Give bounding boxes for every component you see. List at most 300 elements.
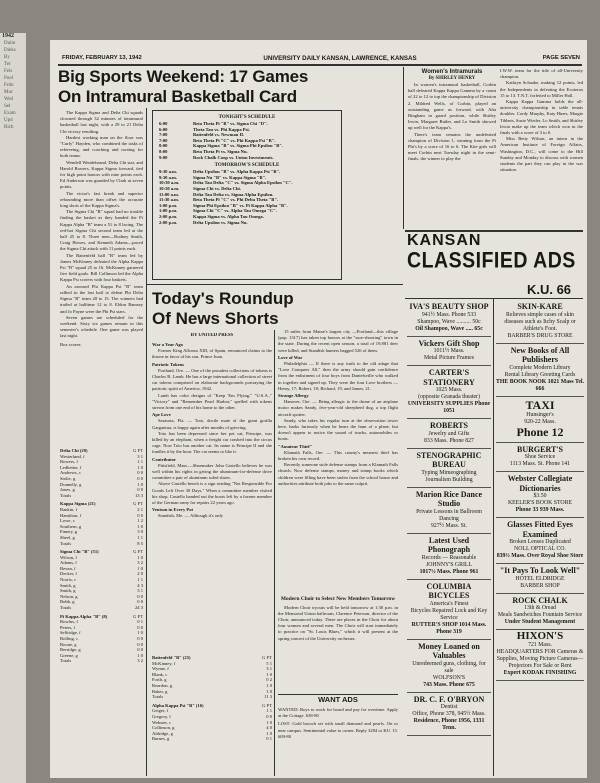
schedule-time: 9:30 a.m. (159, 169, 177, 175)
short-heading: Contributor (152, 456, 176, 462)
ad-line-1: Money Loaned on Valuables (418, 641, 480, 660)
box-cols: G FT (133, 613, 143, 619)
strip-line: Exam (4, 111, 16, 116)
classified-ad (407, 640, 491, 693)
ad-line-3: Shampoo, Wave .......... 50c (417, 318, 481, 325)
schedule-game: Sigma Chi "C" vs. Alpha Tau Omega "C". (193, 208, 277, 214)
box-cols: G FT (133, 501, 143, 507)
box-player-stats: 5 1 (266, 660, 272, 666)
ad-line-4: THE BOOK NOOK 1021 Mass Tel. 666 (496, 378, 584, 392)
modern-choir-text: Modern Choir tryouts will be held tomorrow at 1:30 p.m. in the Memorial Union ballroom, Clarence Peterson, director of the Choir, announced today. There are places in the Choir for about four women and several men. The Choir will start immediately to practice on "St. Louis Blues," which it will present at the spring concert of the University orchestra. (278, 604, 398, 641)
ad-line-2: Hunsinger's (526, 411, 554, 418)
women-p2: There's team remains the undefeated champion of Division 1, winning from the Pi Phi's by a score of 16 to 6. The Kite girls will meet Corbin next Tuesday night in the semi-finals, the winner to play the (408, 131, 496, 162)
box-scores-right (152, 652, 272, 772)
ad-line-1: SKIN-KARE (517, 302, 563, 311)
classified-ad (496, 397, 584, 443)
schedule-time: 9:30 a.m. (159, 174, 177, 180)
strip-lines (0, 40, 26, 131)
ad-line-1: COLUMBIA BICYCLES (426, 581, 472, 600)
shorts-column-1 (152, 341, 272, 651)
ad-line-2: Broken Lenses Duplicated (509, 539, 571, 545)
ad-line-4: Oil Shampoo, Wave ..... 65c (415, 325, 483, 332)
classified-ad (407, 488, 491, 534)
ad-line-3: 833 Mass. Phone 827 (424, 437, 474, 444)
box-player-stats: 1 0 (137, 652, 143, 658)
ad-line-4: Expert KODAK FINISHING (503, 669, 577, 676)
box-player-stats: 1 0 (266, 682, 272, 688)
sports-story (60, 110, 143, 500)
box-total-value: 8 5 (137, 540, 143, 546)
ad-line-2: 1025 Mass. (435, 387, 463, 393)
box-player-stats: 3 1 (137, 453, 143, 459)
women-p6: Miss Betty Wilson, an intern in the American Institute of Foreign Affairs, Washington, D.C., will come to the Hill Sunday and Monday to discuss with women students the part they can play in the war situation. (500, 136, 583, 173)
classified-ad (496, 472, 584, 518)
sports-p7: An aroused Phi Kappa Psi "B" team rallied in the last half to defeat Phi Delta Sigma "B" team 20 to 15. The winners had trailed at halftime 12 to 8. Eldon Ramsey and Jo Payne were the Phi Psi stars. (60, 283, 143, 314)
ad-line-4: Phone 33 939 Mass. (515, 507, 565, 513)
box-scores-left (60, 445, 143, 775)
ad-line-3: 1113 Mass. St. Phone 141 (509, 461, 571, 467)
classified-column-right (496, 300, 584, 776)
box-player: Decker, f (60, 571, 77, 577)
box-total-row (60, 493, 143, 499)
ad-line-4: Phone 12 (516, 424, 564, 439)
ad-line-4: UNIVERSITY SUPPLIES Phone 1051 (407, 401, 491, 414)
schedule-time: 7:00 (159, 132, 168, 138)
box-player-row (152, 736, 272, 742)
schedule-time: 8:00 (159, 143, 168, 149)
box-player-stats: 1 2 (137, 518, 143, 524)
schedule-time: 9:00 (159, 154, 168, 160)
box-player: Wynne, f (152, 666, 169, 672)
schedule-game: Beta Theta Pi vs. Sigma Nu. (193, 148, 248, 154)
schedule-game: Kappa Sigma vs. Alpha Tau Omega. (193, 213, 264, 219)
schedule-box (152, 110, 342, 280)
ad-line-3: NOLL OPTICAL CO. (514, 546, 566, 552)
ad-line-2: Shoe Service (524, 454, 556, 460)
box-player-stats: 1 0 (137, 464, 143, 470)
ad-line-2: Dentist (440, 704, 458, 710)
box-player: Barnes, g (152, 736, 170, 742)
ad-line-1: DR. C. F. O'BRYON (413, 694, 485, 704)
box-player: Bolling, c (60, 636, 79, 641)
ad-line-4: Under Student Management (504, 619, 576, 625)
ad-line-2: Jewelry and Gifts (428, 430, 470, 437)
box-player-stats: 0 0 (137, 647, 143, 653)
sports-headline (58, 67, 398, 107)
box-player-stats: 0 1 (266, 736, 272, 742)
ad-line-4: 743 Mass. Phone 675 (423, 681, 475, 688)
strip-line: Dulm (4, 41, 16, 46)
box-player: Lowe, c (60, 518, 75, 524)
header-paper: UNIVERSITY DAILY KANSAN, LAWRENCE, KANSAS (263, 55, 417, 62)
ad-line-3: 920-22 Mass. (524, 418, 556, 425)
schedule-time: 1:00 p.m. (159, 208, 178, 214)
want-ads-list (278, 707, 398, 740)
women-p4: Kathryn Schaake, making 12 points, led the Independents in defeating the Ecoterax 15 to 13. T.N.T. forfeited to Miller Hall. (500, 80, 583, 98)
short-text: Klamath Falls, Ore. — This county's meanest thief has broken his own record. (278, 449, 398, 462)
box-team-name: Delta Chi (29) (60, 448, 88, 453)
strip-line: Dieks (4, 48, 16, 53)
ad-line-1: CARTER'S STATIONERY (423, 368, 475, 387)
box-player: Baker, g (152, 688, 168, 694)
ad-line-2: America's Finest (429, 600, 469, 607)
box-player-stats: 3 2 (137, 560, 143, 566)
classified-phone: K.U. 66 (526, 282, 572, 297)
ad-line-2: Unredeemed guns, clothing, for sale (412, 660, 486, 674)
strip-line: Sel (4, 104, 11, 109)
ad-line-1: BURGERT'S (517, 444, 563, 454)
ad-line-4: 839½ Mass. Over Royal Shoe Store (496, 553, 584, 559)
short-text: Hanover, Ore. — Being allergic to the drone of an airplane motor makes Sandy, five-year-old sheepherd dog, a top flight aircraft spotter. (278, 399, 398, 417)
box-total-label: Totals (60, 658, 72, 664)
box-cols: G FT (262, 655, 272, 660)
short-text: 15 miles from Maine's largest city —Portland—this village (pop. 1317) has taken top honors at the "sure-shooting" town in the state. During the recent open season, a total of 19,881 deer were killed, and Standish hunters bagged 526 of them. (278, 329, 398, 353)
box-player: Stolte, g (60, 475, 76, 481)
ad-line-1: New Books of All Publishers (510, 345, 570, 364)
box-team-name: Alpha Kappa Psi "B" (16) (152, 702, 204, 708)
box-team-name: Battenfeld "B" (25) (152, 655, 191, 660)
schedule-game: Beta Theta Pi "C" vs. Phi Delta Theta "B". (193, 197, 279, 203)
box-player: Bowlus, f (60, 619, 78, 625)
short-text: Portland, Ore. — One of the proudest collections of tokens is Charles R. Lamb. He has a large international collection of street car tokens comprised on elaborate backgrounds portraying the patriotic spirit of America, 1942. (152, 367, 272, 392)
box-cols: G FT (133, 448, 143, 453)
ad-line-2: 13th & Oread (524, 605, 556, 611)
classified-ad (407, 419, 491, 449)
schedule-time: 8:00 (159, 148, 168, 154)
box-player: Wilson, f (60, 554, 77, 560)
schedule-game: Delta Upsilon "B" vs. Alpha Kappa Psi "B". (193, 169, 281, 175)
box-player-stats: 1 0 (137, 630, 143, 636)
ad-line-1: ROBERTS (430, 421, 468, 430)
ad-line-3: Rental Library Greeting Cards (504, 371, 576, 378)
short-text: Philadelphia — If there is any truth to the old adage that "Love Conquers All," then the army should gain confidence from the enlistment of four boys from Danielsville who walked in together and signed up. They were the four Love brothers —Henry, 17; Robert, 18; Richard, 19, and James, 21. (278, 361, 398, 391)
schedule-row (159, 220, 335, 226)
box-total-label: Totals (60, 605, 72, 611)
ad-line-2: 941½ Mass. Phone 533 (421, 311, 477, 318)
ad-line-1: TAXI (525, 397, 555, 412)
classified-ad (407, 337, 491, 367)
box-player: Forth, g (152, 677, 167, 683)
box-player: Sheel, g (60, 534, 75, 540)
short-heading: Ape Love (152, 412, 171, 418)
box-player: Smith, g (60, 582, 76, 588)
box-total-row (60, 658, 143, 664)
schedule-game: Delta Upsilon vs. Sigma Nu. (193, 219, 248, 225)
want-ad-item: LOST: Gold brooch set with small diamond and pearls. On or near campus. Sentimental value to owner. Reply 3284 or KU. 15. 609-80 (278, 721, 398, 739)
sports-p3: Wendell Wendelstand, Delta Chi star, and Harold Bowers, Kappa Sigma forward, tied for high point honors with nine points each. Ed Anderson was guarded by Clark at seven points. (60, 159, 143, 190)
classified-column-left (407, 300, 491, 776)
schedule-time: 11:00 a.m. (159, 191, 180, 197)
box-player: Geiger, f (152, 708, 169, 714)
short-heading: War a Year Ago (152, 342, 183, 347)
short-text: Recently someone stole defense stamps from a Klamath Falls church. Now defense stamps, money and stamp books which children were filling have been stolen from the school house and authorities attribute both jobs to the same culprit. (278, 462, 398, 486)
ad-line-4: 1017½ Mass. Phone 961 (419, 568, 479, 575)
schedule-time: 6:00 (159, 121, 168, 126)
ad-line-1: "It Pays To Look Well" (499, 566, 581, 575)
modern-choir-story (278, 596, 398, 692)
ad-line-3: Metal Picture Frames (424, 355, 474, 361)
shorts-headline-1: Today's Roundup (152, 289, 294, 308)
schedule-time: 2:00 p.m. (159, 219, 178, 225)
box-total-label: Totals (152, 694, 164, 700)
box-player-stats: 0 0 (137, 475, 143, 481)
classified-under-rule (405, 298, 583, 299)
women-p5: Kappa Kappa Gamma holds the all-university championship in table tennis doubles. Cordy Murphy, Katy Hines, Margie Tibbets, Susie Wieder, Lo Smith, and Shirley Irwin make up the team which won in the finals with a score of 3 to 0. (500, 99, 583, 136)
box-player: Jones, g (60, 487, 75, 493)
sports-lead: The Kappa Sigma and Delta Chi squads clowned through 32 minutes of intramural basketball last night, with a 29 to 21 Delta Chi victory resulting. (60, 110, 143, 134)
schedule-game: Rock Chalk Coop vs. Union Investments. (193, 154, 274, 160)
strip-line: Fels (4, 69, 13, 74)
classified-ad (407, 300, 491, 337)
box-player-stats: 0 0 (137, 470, 143, 476)
box-player-stats: 1 1 (137, 459, 143, 465)
ad-line-1: Glasses Fitted Eyes Examined (507, 520, 573, 539)
classified-ad (407, 534, 491, 580)
short-heading: "Amateur Thief" (278, 443, 313, 449)
box-player: Ledbetter, f (60, 464, 82, 470)
schedule-time: 7:00 (159, 137, 168, 143)
box-scores-label: Box scores: (60, 341, 82, 347)
ad-line-2: $3.50 (533, 493, 547, 499)
ad-line-3: Meals Sandwiches Fountain Service (497, 612, 583, 618)
ad-line-3: Journalism Building (425, 476, 473, 483)
box-player-stats: 1 0 (137, 554, 143, 560)
box-player: McKinney, f (152, 660, 176, 666)
strip-line: By (4, 55, 10, 60)
header-page: PAGE SEVEN (542, 55, 580, 61)
shorts-headline-2: Of News Shorts (152, 309, 279, 328)
classified-ad (407, 693, 491, 737)
box-player-stats: 1 0 (266, 671, 272, 677)
box-player: Westerlund, f (60, 453, 85, 459)
header-rule (58, 64, 582, 66)
classified-ad (407, 366, 491, 419)
ad-line-1: Latest Used Phonograph (427, 535, 471, 554)
box-player-stats: 0 0 (137, 599, 143, 605)
box-player: Greene, g (60, 652, 78, 658)
column-rule-2 (146, 108, 147, 776)
box-total-value: 11 3 (264, 694, 272, 700)
shorts-headline (152, 289, 402, 329)
box-player: Peters, f (60, 624, 76, 630)
box-player: Andrews, c (60, 470, 81, 476)
adjacent-page-strip (0, 33, 26, 783)
box-total-label: Totals (60, 492, 72, 498)
box-player-stats: 4 0 (266, 725, 272, 731)
column-rule-1 (403, 67, 404, 229)
short-text: Above Castello bench is a sign reading "Not Responsible For Goods Left Over 30 Days." When a committee member visited his shop, Castello handed out the boots left by a former member of the German army for repairs 22 years ago. (152, 481, 272, 506)
box-player-stats: 2 1 (137, 506, 143, 512)
sports-p5: The Sigma Chi "B" squad had no trouble finding the basket as they handed the Pi Kappa Alpha "B" team a 51 to 8 lacing. The red-hot Sigma Chi second team led at the half 25 to 8. Three men—Rodney Smith, Craig Howes, and Kenneth Adams—paced the Sigma Chi attack with 11 points each. (60, 209, 143, 252)
tonight-title: TONIGHT'S SCHEDULE (218, 115, 276, 120)
box-player-stats: 1 1 (137, 534, 143, 540)
schedule-game: Delta Tau Delta "C" vs. Sigma Alpha Epsilon "C". (193, 180, 293, 186)
ad-line-2: Relieves simple cases of skin diseases such as Itchy Scalp or Athlete's Foot. (504, 311, 576, 332)
box-player-stats: 1 0 (137, 523, 143, 529)
ad-line-3: Bicycles Repaired Lock and Key Service (410, 607, 488, 621)
ad-line-4: RUTTER'S SHOP 1014 Mass. Phone 319 (411, 621, 487, 635)
box-player: Webster, c (152, 719, 172, 725)
sports-p2: Hardest working man on the floor was "Curly" Hayden, who combined the tasks of refereeing, and coaching and rooting for both teams. (60, 134, 143, 159)
box-player: Blank, c (152, 671, 168, 677)
box-player-stats: 3 1 (137, 588, 143, 594)
box-team-name: Sigma Chi "B" (51) (60, 549, 99, 555)
box-player: Adams, f (60, 560, 77, 566)
box-player: Bobb, g (60, 599, 75, 605)
classified-ad (496, 344, 584, 397)
want-ads (278, 694, 398, 774)
short-text: Standish, Me. — Although it's only (158, 513, 224, 519)
classified-divider (493, 298, 494, 776)
box-player-stats: 0 2 (266, 677, 272, 683)
box-player: Smith, g (60, 588, 76, 594)
short-text: Lamb has color designs of "Keep 'Em Flying," "U.S.A.," "Victory" and "Remember Pearl Harbor," spelled with tokens strewn from one end of his home to the other. (152, 392, 272, 411)
box-total-label: Totals (60, 540, 72, 546)
ad-line-3: BARBER SHOP (520, 582, 560, 589)
women-byline: By SHIRLEY HENRY (428, 76, 476, 81)
classified-ad (407, 580, 491, 640)
ad-line-1: Marion Rice Dance Studio (415, 489, 483, 508)
ad-line-1: IVA'S BEAUTY SHOP (409, 302, 489, 311)
column-rule-3 (274, 330, 275, 776)
classified-ad (407, 449, 491, 488)
schedule-time: 10:30 a.m. (159, 185, 180, 191)
ad-line-2: 721 Mass. (528, 641, 552, 648)
classified-kansan: KANSAN (407, 232, 482, 249)
box-team-name: Pi Kappa Alpha "B" (8) (60, 613, 108, 619)
ad-line-3: KEELER'S BOOK STORE (507, 500, 573, 506)
ad-line-3: 927½ Mass. St. (431, 522, 467, 529)
short-heading: Venison in Every Pot (152, 507, 194, 513)
box-player-stats: 3 0 (137, 529, 143, 535)
box-player: Bevan, f (60, 565, 76, 571)
ad-line-3: BARBER'S DRUG STORE (507, 332, 573, 339)
short-heading: Patriotic Tokens (152, 361, 185, 367)
ad-line-2: HOTEL ELDRIDGE (515, 575, 565, 582)
classified-ad (496, 594, 584, 631)
ad-line-3: WOLFSON'S (432, 674, 466, 681)
tomorrow-list (159, 169, 335, 225)
ad-line-1: Vickers Gift Shop (418, 338, 480, 348)
schedule-game: Theta Tau vs. Phi Kappa Psi. (193, 126, 250, 132)
box-cols: G FT (262, 702, 272, 708)
box-player-stats: 0 0 (137, 593, 143, 599)
box-player: Hamilton, f (60, 512, 82, 518)
ad-line-2: Complete Modern Library (509, 364, 571, 371)
women-intramurals (408, 68, 496, 228)
classified-ad (496, 443, 584, 473)
schedule-game: Sigma Phi Epsilon "B" vs. Pi Kappa Alpha "B". (193, 202, 288, 208)
ad-line-2: 1011½ Mass. (433, 348, 465, 354)
shorts-byline: BY UNITED PRESS (190, 333, 234, 338)
box-player-stats: 4 3 (137, 582, 143, 588)
strip-line: Mur (4, 90, 13, 95)
sports-headline-1: Big Sports Weekend: 17 Games (58, 67, 309, 86)
box-player: Boone, g (60, 641, 77, 647)
strip-year: 1942 (2, 33, 14, 39)
classified-ad (496, 630, 584, 681)
box-player-stats: 0 0 (137, 487, 143, 493)
want-ad-item: WANTED: Boys to work for board and pay for overtime. Apply at the Cottage. 638-80 (278, 707, 398, 719)
box-player: Gregory, f (152, 713, 171, 719)
short-text: Former King Alfonso XIII, of Spain, renounced claims to the throne in favor of his son, Prince Juan. (152, 348, 272, 360)
header-date: FRIDAY, FEBRUARY 13, 1942 (62, 55, 142, 61)
box-player-stats: 0 0 (137, 624, 143, 630)
box-total-row (60, 605, 143, 611)
box-player: Donnelly, g (60, 481, 82, 487)
strip-line: Ter (4, 62, 11, 67)
sports-p4: The victor's fast break and superior rebounding more than offset the accurate long shots of the Kappa Sigma's. (60, 190, 143, 209)
box-team-name: Kappa Sigma (21) (60, 501, 96, 507)
box-total-row (152, 694, 272, 700)
women-continued (500, 68, 583, 228)
schedule-game: Sigma Chi vs. Delta Chi. (193, 185, 241, 191)
schedule-game: Beta Theta Pi "C" vs. Phi Kappa Psi "B". (193, 137, 276, 143)
box-player-stats: 0 0 (266, 713, 272, 719)
box-player-stats: 2 0 (137, 571, 143, 577)
box-player-stats: 0 1 (137, 619, 143, 625)
classified-ads-title: CLASSIFIED ADS (407, 247, 576, 274)
sports-p6: The Battenfeld hall "B" team led by James McKinney defeated the Alpha Kappa Psi "B" squad 25 to 16. McKinney garnered five field goals. Bill Collinson led the Alpha Kappa Psi scorers with four baskets. (60, 252, 143, 283)
schedule-game: Delta Tau Delta vs. Sigma Alpha Epsilon. (193, 191, 274, 197)
box-player-stats: 1 0 (266, 730, 272, 736)
short-text: Pittsfield, Mass.—Shoemaker John Castello believes he was well within his rights in giving the aluminum-for-defense drive committee a pair of aluminum soled shoes. (152, 462, 272, 481)
box-player-stats: 1 0 (266, 719, 272, 725)
ad-line-1: ROCK CHALK (512, 595, 568, 605)
short-text: Sarasota, Fla. — Toto, docile mate of the giant gorilla Gargantua, is happy again after months of grieving. (152, 418, 272, 430)
ad-line-2: Records — Reasonable (421, 554, 477, 561)
classified-ad (496, 300, 584, 344)
ad-line-1: HIXON'S (516, 630, 564, 642)
schedule-game: Beta Theta Pi "B" vs. Sigma Chi "D". (193, 121, 268, 126)
strip-line: Wed (4, 97, 14, 102)
box-player: Aldridge, g (152, 730, 173, 736)
strip-line: Frdo (4, 83, 14, 88)
schedule-time: 2:00 p.m. (159, 213, 178, 219)
box-player: Norris, c (60, 577, 77, 583)
box-player-stats: 1 1 (266, 708, 272, 714)
strip-line: Upd (4, 118, 13, 123)
box-player: Southern, g (60, 523, 82, 529)
short-text: Sandy, who takes his regular turn at the observation tower here, barks furiously when he hears the hum of a plane, but doesn't appear to notice the sound of trucks, automobiles or boats. (278, 417, 398, 442)
box-player: Rankin, f (60, 506, 78, 512)
box-player: Finney, g (60, 529, 78, 535)
women-p1: In women's intramural basketball, Corbin hall defeated Kappa Kappa Gamma by a count of 22 to 12 to top the championship of Division 2. Mildred Wells, of Corbin, played an outstanding game as forward, with Alta Bingham in guard position, while Shirley Irwin, Margaret Butler, and Lo Smith showed up well for the Kappa's. (408, 82, 496, 131)
ad-line-2: Private Lessons in Ballroom Dancing (416, 508, 482, 522)
ad-line-2: Typing Mimeographing (421, 469, 477, 476)
box-player-stats: 0 0 (137, 512, 143, 518)
schedule-time: 6:00 (159, 126, 168, 132)
box-player: Berridge, g (60, 647, 81, 653)
ad-line-3: HEADQUARTERS FOR Cameras & Supplies, Moving Picture Cameras—Projectors For Sale or Rent (496, 648, 584, 669)
ad-line-1: Webster Collegiate Dictionaries (507, 474, 573, 493)
want-ads-title: WANT ADS (318, 695, 358, 704)
schedule-row (159, 155, 335, 161)
box-cols: G FT (133, 549, 143, 555)
women-title: Women's Intramurals (421, 69, 483, 75)
box-player: Reardon, g (152, 682, 173, 688)
women-p3: I.W.W. team for the title of all-University champion. (500, 68, 583, 80)
sports-headline-2: On Intramural Basketball Card (58, 87, 297, 106)
tonight-list (159, 121, 335, 160)
schedule-game: Kappa Sigma "B" vs. Sigma Phi Epsilon "B". (193, 143, 283, 149)
schedule-time: 1:00 p.m. (159, 202, 178, 208)
box-total-value: 24 3 (134, 605, 143, 611)
box-player-stats: 1 1 (137, 577, 143, 583)
box-player: Nelson, g (60, 593, 78, 599)
box-total-value: 3 2 (137, 658, 143, 664)
sports-p8: Seven games are scheduled for the weekend. Sixty six games remain in this semester's schedule. One game was played last night. (60, 314, 143, 339)
